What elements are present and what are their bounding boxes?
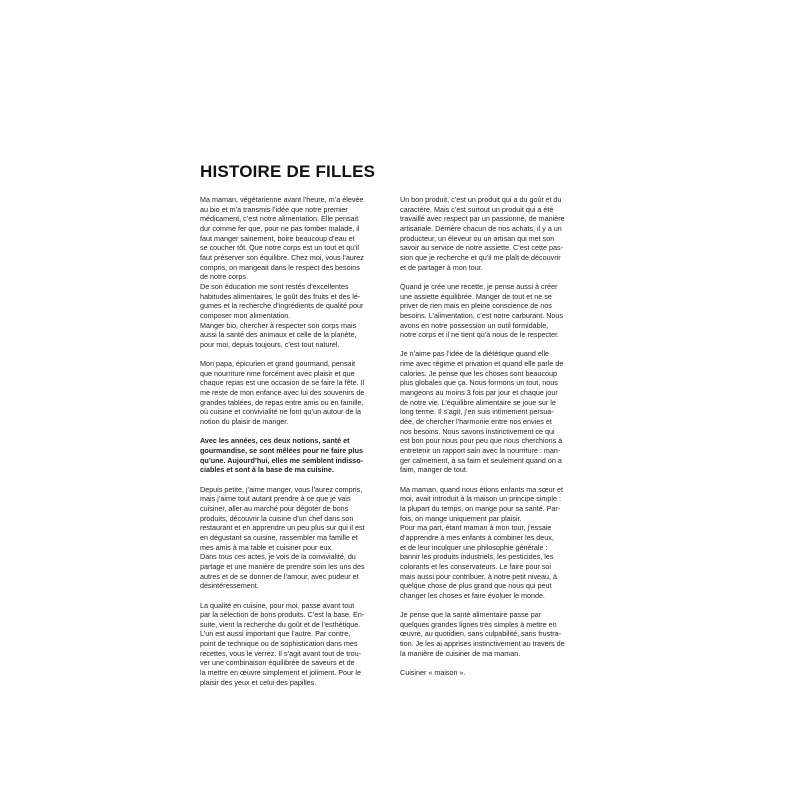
text-line: Avec les années, ces deux notions, santé et [200,436,350,446]
text-line: et de leur inculquer une philosophie générale : [400,542,548,552]
text-line: dée, de chercher l’harmonie entre nos envies et [400,417,552,427]
paragraph [400,195,580,272]
text-line: de notre vie. L’équilibre alimentaire se joue sur le [400,397,556,407]
text-line: Je pense que la santé alimentaire passe par [400,610,542,620]
text-line: la manière de cuisiner de ma maman. [400,648,521,658]
text-line: une assiette équilibrée. Manger de tout et ne se [400,291,552,301]
text-line: bannir les produits industriels, les pesticides, les [400,552,554,562]
text-line: faim, manger de tout. [400,465,468,475]
text-line: Un bon produit, c’est un produit qui a du goût et du [400,195,562,204]
text-line: ver une combinaison équilibrée de saveurs et de [200,658,355,668]
text-line: artisanale. Derrière chacun de nos achats, il y a un [400,223,562,233]
paragraph [200,485,380,591]
text-line: mais j’aime tout autant prendre à ce que je vais [200,494,351,504]
paragraph [200,601,380,688]
text-line: fois, on mange uniquement par plaisir. [400,513,522,523]
text-line: Dans tous ces actes, je vois de la convivialité, du [200,552,356,562]
paragraph [200,359,380,427]
paragraph [400,282,580,340]
text-line: notion du plaisir de manger. [200,417,289,427]
page-title: HISTOIRE DE FILLES [200,162,376,181]
text-line: savoir au service de notre assiette. C’est cette pas- [400,243,563,253]
text-line: gumes et la recherche d’ingrédients de qualité pour [200,301,364,311]
text-line: quelque chose de plus grand que nous qui peut [400,581,552,591]
text-line: point de technique ou de sophistication dans mes [200,639,358,649]
text-line: plaisir des yeux et celui des papilles. [200,677,317,687]
text-line: Je n’aime pas l’idée de la diététique quand elle [400,349,550,359]
text-line: la plupart du temps, on mange pour sa santé. Par- [400,503,561,513]
text-line: la mettre en œuvre simplement et joliment. Pour le [200,668,361,678]
text-line: Pour ma part, étant maman à mon tour, j’essaie [400,523,552,533]
left-text-column [200,195,380,697]
text-line: La qualité en cuisine, pour moi, passe avant tout [200,600,355,610]
paragraph [400,485,580,601]
paragraph [200,436,380,475]
text-line: grandes tablées, de repas entre amis ou en famille, [200,397,364,407]
text-line: que nourriture rime forcément avec plaisir et que [200,368,355,378]
paragraph [400,668,580,678]
text-line: travaillé avec respect par un passionné, de manière [400,214,565,224]
text-line: colorants et les conservateurs. Le faire pour soi [400,561,552,571]
text-line: par la sélection de bons produits. C’est la base. En- [200,610,365,620]
text-line: désintéressement. [200,581,259,591]
text-line: producteur, un éleveur ou un artisan qui met son [400,233,555,243]
paragraph [200,195,380,350]
text-line: long terme. Il s’agit, j’en suis intimement persua- [400,407,554,417]
text-line: entretenir un rapport sain avec la nourriture : man- [400,446,561,456]
text-line: produits, découvrir la cuisine d’un chef dans son [200,513,354,523]
text-line: mes amis à ma table et cuisiner pour eux. [200,542,334,552]
text-line: Manger bio, chercher à respecter son corps mais [200,320,357,330]
text-line: priver de rien mais en pleine conscience de nos [400,301,552,311]
text-line: habitudes alimentaires, le goût des fruits et des lé- [200,291,361,301]
text-line: sion que je recherche et qu’il me plaît de découvrir [400,252,561,262]
text-line: médicament, c’est notre alimentation. Elle pensait [200,214,359,224]
text-line: chaque repas est une occasion de se faire la fête. Il [200,378,365,388]
paragraph [400,349,580,475]
text-line: composer mon alimentation. [200,310,291,320]
text-line: caractère. Mais c’est surtout un produit qui a été [400,204,554,214]
text-line: moi, avait introduit à la maison un principe simple : [400,494,561,504]
text-line: partage et une manière de prendre soin les uns des [200,561,365,571]
text-line: autres et de se donner de l’amour, avec pudeur et [200,571,359,581]
text-line: changer les choses et faire évoluer le monde. [400,590,546,600]
text-line: calories. Je pense que les choses sont beaucoup [400,368,558,378]
text-line: en dégustant sa cuisine, rassembler ma famille et [200,532,358,542]
text-line: d’apprendre à mes enfants à combiner les deux, [400,532,554,542]
text-line: notre corps et il ne tient qu’à nous de le respecter. [400,330,560,340]
paragraph [400,610,580,658]
text-line: me reste de mon enfance avec lui des souvenirs de [200,388,365,398]
text-line: pour moi, depuis toujours, c’est tout naturel. [200,339,340,349]
text-line: tion. Je les ai apprises instinctivement au travers de [400,639,565,649]
text-line: nos besoins. Nous savons instinctivement ce qui [400,426,555,436]
text-line: ger calmement, à sa faim et seulement quand on a [400,455,562,465]
text-line: où cuisine et convivialité ne font qu’un autour de la [200,407,362,417]
text-line: quelques grandes lignes très simples à mettre en [400,619,557,629]
text-line: œuvre, au quotidien, sans culpabilité, sans frustra- [400,629,561,639]
text-line: plus globales que ça. Nous formons un tout, nous [400,378,558,388]
text-line: aussi la santé des animaux et celle de la planète, [200,330,357,340]
text-line: faut manger sainement, boire beaucoup d’eau et [200,233,355,243]
text-line: besoins. L’alimentation, c’est notre carburant. Nous [400,310,564,320]
text-line: suite, vient la recherche du goût et de l’esthétique. [200,619,361,629]
text-line: cuisiner, aller au marché pour dégoter de bons [200,503,349,513]
text-line: Ma maman, quand nous étions enfants ma sœur et [400,484,563,494]
text-line: de notre corps. [200,272,248,282]
text-line: compris, on mangeait dans le respect des besoins [200,262,360,272]
text-line: mangeons au moins 3 fois par jour et chaque jour [400,388,558,398]
text-line: rime avec régime et privation et quand elle parle de [400,359,564,369]
text-line: Cuisiner « maison ». [400,668,466,678]
text-line: avons en notre possession un outil formidable, [400,320,549,330]
text-line: L’un est aussi important que l’autre. Par contre, [200,629,351,639]
text-line: Ma maman, végétarienne avant l’heure, m’a élevée [200,195,364,204]
right-text-column [400,195,580,687]
text-line: qu’une. Aujourd’hui, elles me semblent indisso- [200,455,364,465]
text-line: recettes, vous le verrez. Il s’agit avant tout de trou- [200,648,361,658]
text-line: faut préserver son équilibre. Chez moi, vous l’aurez [200,252,364,262]
text-line: Depuis petite, j’aime manger, vous l’aurez compris, [200,484,363,494]
text-line: ciables et sont à la base de ma cuisine. [200,465,334,475]
text-line: au bio et m’a transmis l’idée que notre premier [200,204,348,214]
text-line: dur comme fer que, pour ne pas tomber malade, il [200,223,360,233]
text-line: est bon pour nous pour peu que nous cherchions à [400,436,563,446]
text-line: mais aussi pour contribuer, à notre petit niveau, à [400,571,558,581]
text-line: gourmandise, se sont mêlées pour ne faire plus [200,446,363,456]
text-line: De son éducation me sont restés d’excellentes [200,281,349,291]
text-line: Quand je crée une recette, je pense aussi à créer [400,281,558,291]
text-line: Mon papa, épicurien et grand gourmand, pensait [200,359,356,369]
text-line: restaurant et en apprendre un peu plus sur qui il est [200,523,365,533]
text-line: et de partager à mon tour. [400,262,483,272]
text-line: se coucher tôt. Que notre corps est un tout et qu’il [200,243,360,253]
